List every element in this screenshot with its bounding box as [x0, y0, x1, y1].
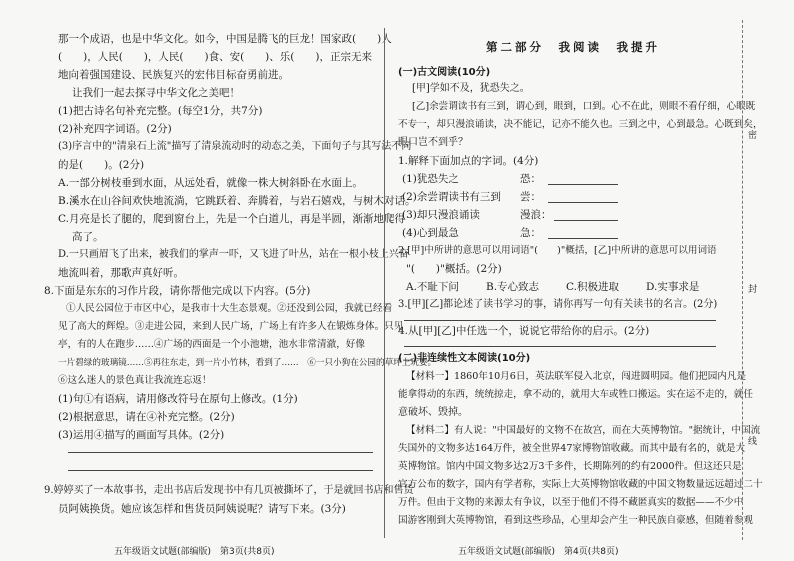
passage-line: ①人民公园位于市区中心，是我市十大生态景观。②还没到公园，我就已经看	[66, 303, 393, 314]
question-1: (1)把古诗名句补充完整。(每空1分，共7分)	[58, 105, 263, 117]
text-line: 让我们一起去探寻中华文化之美吧！	[72, 87, 240, 99]
answer-line[interactable]	[404, 346, 716, 347]
material-2: 万件。但由于文物的来源太有争议，以至于他们不得不藏匿真实的数据——不少中	[398, 497, 744, 508]
material-2: 英博物馆。馆内中国文物多达2万3千多件，长期陈列的约有2000件。但这还只是	[398, 461, 742, 472]
text-line: ( )，人民( )，人民( )食、安( )、乐( )，正宗无来	[58, 51, 372, 63]
question-2: (2)补充四字词语。(2分)	[58, 123, 172, 135]
material-1: 【材料一】1860年10月6日，英法联军侵入北京，闯进圆明园。他们把园内凡是	[406, 371, 747, 382]
sub-question: (1)句①有语病，请用修改符号在原句上修改。(1分)	[58, 393, 298, 405]
text-line: 的是( )。(2分)	[58, 159, 145, 171]
answer-line[interactable]	[548, 202, 618, 203]
question-4: 4.从[甲][乙]中任选一个，说说它带给你的启示。(2分)	[398, 325, 650, 337]
option-c: C.月亮是长了腿的，爬到窗台上，先是一个白道儿，再是半圆，渐渐地爬得	[58, 213, 405, 225]
classical-text-jia: [甲]学如不及，犹恐失之。	[412, 83, 530, 94]
word-item: (4)心到最急	[402, 227, 459, 239]
text-line: 地向着强国建设、民族复兴的宏伟目标奋勇前进。	[58, 69, 289, 81]
page-footer: 五年级语文试题(部编版) 第3页(共8页)	[114, 547, 275, 557]
answer-line[interactable]	[548, 184, 618, 185]
text-line: 地流叫着，那歌声真好听。	[58, 267, 184, 279]
text-line: 那一个成语，也是中华文化。如今，中国是腾飞的巨龙！国家政( )人	[58, 33, 392, 45]
option-b[interactable]: B.专心致志	[486, 281, 540, 293]
word-label: 漫浪：	[520, 209, 552, 221]
answer-line[interactable]	[68, 470, 373, 471]
classical-text-yi: 眼口岂不到乎？	[398, 137, 468, 148]
material-2: 国游客刚到大英博物馆，看到这些珍品，心里却会产生一种民族自豪感，但随着参观	[398, 515, 753, 526]
answer-line[interactable]	[404, 320, 716, 321]
word-item: (1)犹恐失之	[402, 173, 459, 185]
part-heading: 第二部分 我阅读 我提升	[486, 40, 660, 54]
answer-line[interactable]	[68, 452, 373, 453]
text-line: 高了。	[72, 231, 104, 243]
column-divider	[384, 28, 385, 538]
option-c[interactable]: C.积极进取	[566, 281, 619, 293]
question-9: 9.婷婷买了一本故事书，走出书店后发现书中有几页被撕坏了，于是就回书店和售货	[44, 485, 414, 496]
question-2-cont: "( )"概括。(2分)	[406, 263, 502, 275]
question-3: 3.[甲][乙]都论述了读书学习的事，请你再写一句有关读书的名言。(2分)	[398, 299, 718, 310]
word-label: 尝：	[520, 191, 541, 203]
word-label: 恐：	[520, 173, 541, 185]
option-b: B.溪水在山谷间欢快地流淌，它跳跃着、奔腾着，与岩石嬉戏，与树木对话。	[58, 195, 416, 207]
word-item: (3)却只漫浪诵读	[402, 209, 480, 221]
classical-text-yi: [乙]余尝谓读书有三到，谓心到，眼到，口到。心不在此，则眼不看仔细，心眼既	[412, 101, 756, 112]
classical-text-yi: 不专一，却只漫浪诵读，决不能记，记亦不能久也。三到之中，心到最急。心既到矣，	[398, 119, 763, 130]
question-1: 1.解释下面加点的字词。(4分)	[398, 155, 539, 167]
seal-label: 密	[748, 131, 758, 141]
question-8: 8.下面是东东的习作片段，请你帮他完成以下内容。(5分)	[44, 285, 311, 297]
material-2: 官方公布的数字，国内有学者称，实际上大英博物馆收藏的中国文物数量远远超过二十	[398, 479, 763, 490]
option-d[interactable]: D.实事求是	[646, 281, 700, 293]
binding-line	[742, 20, 743, 540]
material-2: 【材料二】有人说："中国最好的文物不在故宫，而在大英博物馆。"据统计，中国流	[406, 425, 761, 436]
option-a[interactable]: A.不耻下问	[406, 281, 459, 293]
option-d: D.一只画眉飞了出来，被我们的掌声一吓，又飞进了叶丛，站在一根小枝上兴奋	[58, 249, 409, 260]
text-line: 员阿姨换货。她应该怎样和售货员阿姨说呢？请写下来。(3分)	[58, 503, 346, 515]
passage-line: ⑥这么迷人的景色真让我流连忘返！	[58, 375, 212, 386]
page-footer: 五年级语文试题(部编版) 第4页(共8页)	[458, 547, 619, 557]
sub-question: (3)运用④描写的画面写具体。(2分)	[58, 429, 225, 441]
word-label: 急：	[520, 227, 541, 239]
material-1: 意破坏、毁掉。	[398, 407, 468, 418]
sub-question: (2)根据意思，请在④补充完整。(2分)	[58, 411, 235, 423]
question-3: (3)序言中的"清泉石上流"描写了清泉流动时的动态之美，下面句子与其写法不同	[58, 141, 412, 152]
passage-line: 一片碧绿的玻璃镜……⑤再往东走，到一片小竹林，看到了…… ⑥一只小狗在公园的草坪上玩耍。	[58, 358, 437, 368]
answer-line[interactable]	[554, 220, 618, 221]
section-title: (二)非连续性文本阅读(10分)	[398, 353, 531, 364]
seal-label: 封	[748, 285, 758, 295]
material-1: 能拿得动的东西，统统掠走，拿不动的，就用大车或牲口搬运。实在运不走的，就任	[398, 389, 753, 400]
section-title: (一)古文阅读(10分)	[398, 67, 491, 78]
answer-line[interactable]	[548, 238, 618, 239]
seal-label: 线	[748, 437, 758, 447]
question-2: 2.[甲]中所讲的意思可以用词语"( )"概括，[乙]中所讲的意思可以用词语	[398, 245, 717, 256]
word-item: (2)余尝谓读书有三到	[402, 191, 501, 203]
option-a: A.一部分树枝垂到水面，从远处看，就像一株大树斜卧在水面上。	[58, 177, 363, 189]
passage-line: 见了高大的辉煌。③走进公园，来到人民广场，广场上有许多人在锻炼身体。只见	[58, 321, 404, 332]
passage-line: 亭，有的人在跑步……④广场的西面是一个小池塘，池水非常清澈，好像	[58, 339, 365, 350]
material-2: 失国外的文物多达164万件，被全世界47家博物馆收藏。而其中最有名的，就是大	[398, 443, 746, 454]
